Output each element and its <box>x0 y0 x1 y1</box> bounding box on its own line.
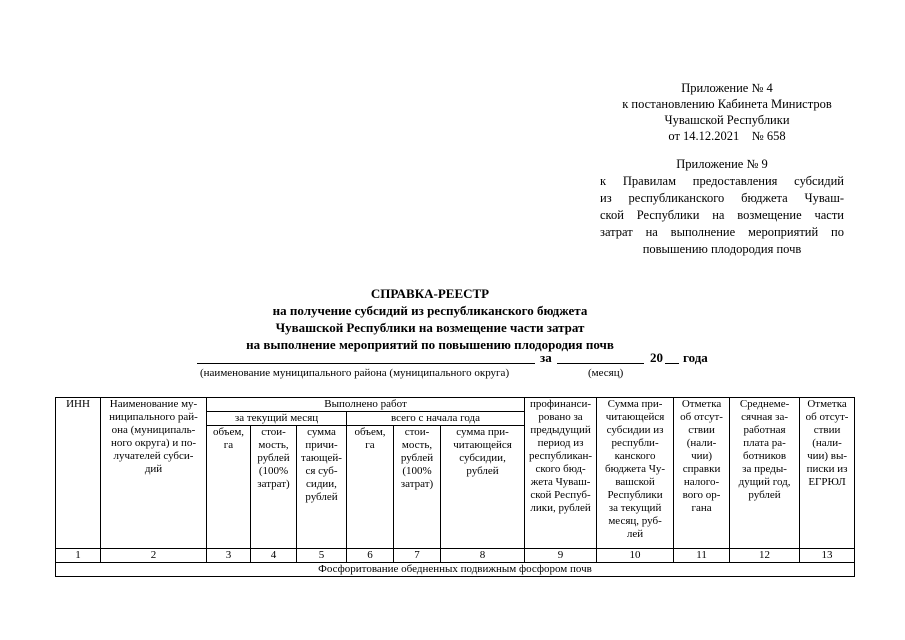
column-number: 3 <box>207 549 251 563</box>
header-tax-mark: Отметка об отсут- ствии (нали- чии) справки налого- вого ор- гана <box>674 398 730 549</box>
appendix-9-line: из республиканского бюджета Чуваш- <box>600 191 844 205</box>
section-title: Фосфоритование обедненных подвижным фосфором почв <box>56 563 855 577</box>
header-cofinanced: профинанси- ровано за предыдущий период из республикан- ского бюд- жета Чуваш- ской Респуб- лики, рублей <box>525 398 597 549</box>
appendix-9-line: повышению плодородия почв <box>642 242 802 256</box>
column-number: 7 <box>394 549 441 563</box>
column-number: 6 <box>347 549 394 563</box>
document-title-line: на выполнение мероприятий по повышению плодородия почв <box>246 337 614 352</box>
appendix-4-line: Чувашской Республики <box>664 113 790 127</box>
appendix-9-line: ской Республики на возмещение части <box>600 208 844 222</box>
header-volume: объем, га <box>207 426 251 549</box>
document-title-main: СПРАВКА-РЕЕСТР <box>370 286 490 301</box>
year-suffix: года <box>683 350 708 365</box>
header-cost: стои- мость, рублей (100% затрат) <box>394 426 441 549</box>
appendix-9-line: затрат на выполнение мероприятий по <box>600 225 844 239</box>
header-avg-salary: Среднеме- сячная за- работная плата ра- ботников за преды- дущий год, рублей <box>730 398 800 549</box>
column-number: 2 <box>101 549 207 563</box>
column-number: 10 <box>597 549 674 563</box>
column-number: 5 <box>297 549 347 563</box>
column-number: 11 <box>674 549 730 563</box>
district-caption: (наименование муниципального района (муниципального округа) <box>200 367 510 379</box>
district-blank-line <box>197 363 535 364</box>
column-number: 13 <box>800 549 855 563</box>
month-caption: (месяц) <box>588 367 624 379</box>
za-label: за <box>540 350 552 365</box>
document-title-line: на получение субсидий из республиканского бюджета <box>272 303 588 318</box>
header-since-year-start: всего с начала года <box>347 412 525 426</box>
registry-table <box>55 397 855 577</box>
column-number: 9 <box>525 549 597 563</box>
header-cost: стои- мость, рублей (100% затрат) <box>251 426 297 549</box>
column-number: 1 <box>56 549 101 563</box>
section-row <box>56 563 855 577</box>
appendix-4-title: Приложение № 4 <box>681 81 773 95</box>
appendix-4-date: от 14.12.2021 № 658 <box>668 129 786 143</box>
appendix-9-line: к Правилам предоставления субсидий <box>600 174 844 188</box>
document-title <box>180 285 680 353</box>
header-subsidy-due: сумма при- читающейся субсидии, рублей <box>441 426 525 549</box>
header-recipient-name: Наименование му- ниципального рай- она (муниципаль- ного округа) и по- лучателей субси- дий <box>101 398 207 549</box>
appendix-4-line: к постановлению Кабинета Министров <box>622 97 832 111</box>
header-volume: объем, га <box>347 426 394 549</box>
month-blank-line <box>557 363 644 364</box>
appendix-9-header <box>600 156 844 258</box>
year-blank-line <box>665 363 679 364</box>
appendix-4-header <box>600 80 854 144</box>
column-number: 12 <box>730 549 800 563</box>
header-subsidy-month: Сумма при- читающейся субсидии из республи- канского бюджета Чу- вашской Республики за текущий месяц, руб- лей <box>597 398 674 549</box>
header-egrul-mark: Отметка об отсут- ствии (нали- чии) вы- писки из ЕГРЮЛ <box>800 398 855 549</box>
header-inn: ИНН <box>56 398 101 549</box>
column-number: 8 <box>441 549 525 563</box>
column-number-row <box>56 549 855 563</box>
appendix-9-title: Приложение № 9 <box>676 157 768 171</box>
column-number: 4 <box>251 549 297 563</box>
year-prefix: 20 <box>650 350 663 365</box>
header-work-done: Выполнено работ <box>207 398 525 412</box>
header-current-month: за текущий месяц <box>207 412 347 426</box>
document-title-line: Чувашской Республики на возмещение части затрат <box>275 320 585 335</box>
header-subsidy-due: сумма причи- тающей- ся суб- сидии, рублей <box>297 426 347 549</box>
